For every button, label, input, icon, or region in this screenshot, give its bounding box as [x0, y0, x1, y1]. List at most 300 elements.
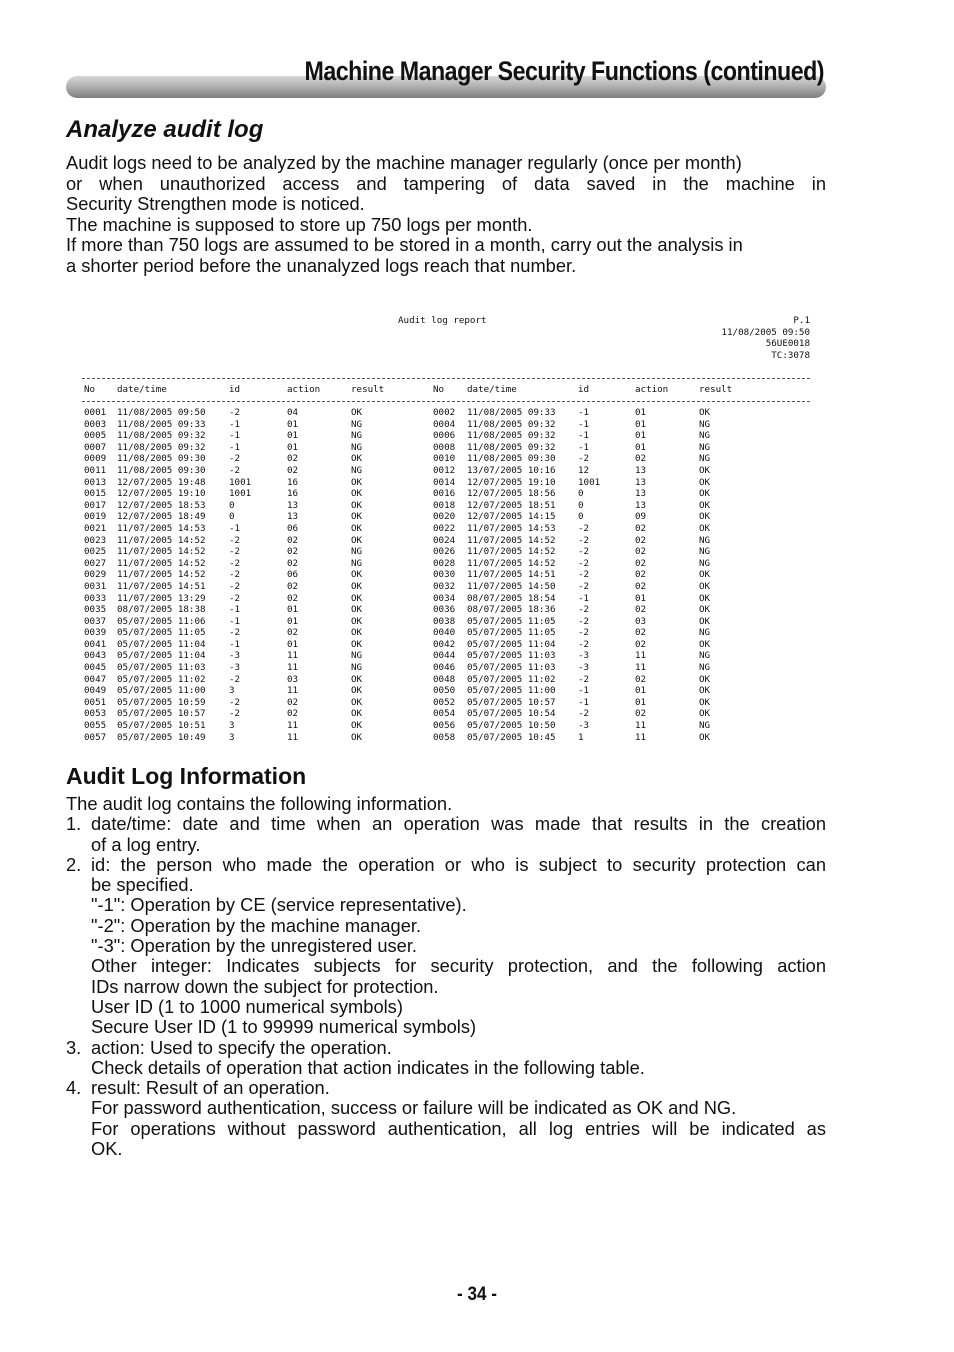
cell-id: -1	[229, 604, 241, 616]
cell-id: -1	[229, 522, 241, 534]
cell-action: 11	[635, 650, 647, 662]
cell-id: 0	[578, 511, 584, 523]
cell-id: 12	[578, 464, 590, 476]
list-text: action: Used to specify the operation.	[91, 1036, 392, 1058]
cell-result: NG	[699, 430, 711, 442]
cell-action: 01	[287, 430, 299, 442]
info-list	[66, 794, 826, 1159]
cell-no: 0043	[84, 650, 107, 662]
cell-action: 11	[635, 662, 647, 674]
col-header-id: id	[229, 384, 241, 395]
cell-datetime: 05/07/2005 10:50	[467, 720, 556, 732]
cell-result: NG	[699, 557, 711, 569]
cell-datetime: 11/08/2005 09:30	[117, 453, 206, 465]
page-title: Machine Manager Security Functions (continued)	[304, 56, 824, 86]
cell-id: -1	[229, 615, 241, 627]
info-heading: Audit Log Information	[66, 763, 307, 789]
cell-id: -1	[578, 407, 590, 418]
cell-result: OK	[699, 488, 711, 500]
cell-id: 3	[229, 731, 235, 743]
page-number: - 34 -	[457, 1284, 497, 1305]
cell-result: OK	[699, 731, 711, 743]
cell-no: 0005	[84, 430, 107, 442]
cell-result: OK	[699, 511, 711, 523]
cell-no: 0041	[84, 638, 107, 650]
cell-no: 0036	[433, 604, 456, 616]
cell-no: 0015	[84, 488, 107, 500]
cell-result: OK	[351, 580, 363, 592]
cell-id: -1	[578, 696, 590, 708]
cell-datetime: 11/08/2005 09:30	[467, 453, 556, 465]
cell-datetime: 11/07/2005 14:52	[117, 569, 206, 581]
table-row	[82, 662, 812, 674]
cell-result: OK	[699, 685, 711, 697]
cell-result: NG	[351, 430, 363, 442]
cell-datetime: 12/07/2005 18:49	[117, 511, 206, 523]
cell-no: 0024	[433, 534, 456, 546]
cell-result: OK	[699, 522, 711, 534]
cell-no: 0051	[84, 696, 107, 708]
cell-id: -2	[229, 464, 241, 476]
cell-datetime: 11/08/2005 09:33	[467, 407, 556, 418]
cell-result: OK	[351, 592, 363, 604]
cell-id: -1	[229, 441, 241, 453]
cell-no: 0037	[84, 615, 107, 627]
cell-no: 0035	[84, 604, 107, 616]
cell-no: 0014	[433, 476, 456, 488]
table-row	[82, 697, 812, 709]
cell-action: 01	[635, 696, 647, 708]
cell-no: 0044	[433, 650, 456, 662]
cell-datetime: 11/07/2005 14:52	[467, 534, 556, 546]
cell-action: 02	[287, 708, 299, 720]
cell-id: -2	[578, 615, 590, 627]
cell-no: 0010	[433, 453, 456, 465]
cell-no: 0048	[433, 673, 456, 685]
col-header-id: id	[578, 384, 590, 395]
cell-no: 0052	[433, 696, 456, 708]
list-text: date/time: date and time when an operation was made that results in the creation	[91, 813, 826, 835]
cell-datetime: 11/08/2005 09:32	[117, 441, 206, 453]
cell-no: 0009	[84, 453, 107, 465]
cell-result: OK	[351, 627, 363, 639]
cell-result: OK	[351, 499, 363, 511]
list-text: "-3": Operation by the unregistered user.	[91, 935, 417, 957]
analyze-line: The machine is supposed to store up 750 logs per month.	[66, 213, 533, 235]
list-number: 3.	[66, 1036, 82, 1058]
cell-id: -2	[229, 557, 241, 569]
col-header-no: No	[433, 384, 445, 395]
cell-action: 13	[287, 511, 299, 523]
cell-result: NG	[699, 720, 711, 732]
cell-no: 0025	[84, 546, 107, 558]
cell-result: OK	[699, 604, 711, 616]
cell-id: -2	[229, 407, 241, 418]
cell-no: 0056	[433, 720, 456, 732]
cell-no: 0053	[84, 708, 107, 720]
cell-datetime: 05/07/2005 11:03	[117, 662, 206, 674]
cell-id: -1	[578, 441, 590, 453]
cell-action: 06	[287, 522, 299, 534]
cell-id: -1	[229, 418, 241, 430]
cell-action: 02	[635, 604, 647, 616]
table-row	[82, 732, 812, 744]
cell-no: 0040	[433, 627, 456, 639]
report-header-row	[82, 384, 812, 396]
cell-datetime: 05/07/2005 10:54	[467, 708, 556, 720]
cell-datetime: 11/08/2005 09:33	[117, 418, 206, 430]
cell-id: -2	[229, 453, 241, 465]
cell-datetime: 11/07/2005 14:53	[467, 522, 556, 534]
cell-result: NG	[351, 662, 363, 674]
cell-id: -2	[578, 673, 590, 685]
cell-no: 0028	[433, 557, 456, 569]
cell-datetime: 12/07/2005 18:51	[467, 499, 556, 511]
cell-action: 02	[287, 557, 299, 569]
analyze-line: a shorter period before the unanalyzed logs reach that number.	[66, 254, 577, 276]
cell-result: OK	[351, 522, 363, 534]
cell-datetime: 05/07/2005 11:04	[117, 638, 206, 650]
cell-datetime: 11/07/2005 13:29	[117, 592, 206, 604]
cell-datetime: 05/07/2005 11:02	[117, 673, 206, 685]
cell-result: OK	[699, 638, 711, 650]
table-row	[82, 500, 812, 512]
cell-datetime: 11/08/2005 09:50	[117, 407, 206, 418]
table-row	[82, 511, 812, 523]
list-number: 1.	[66, 813, 82, 835]
cell-result: OK	[699, 673, 711, 685]
cell-datetime: 05/07/2005 11:04	[467, 638, 556, 650]
cell-result: OK	[351, 511, 363, 523]
cell-no: 0019	[84, 511, 107, 523]
cell-datetime: 08/07/2005 18:36	[467, 604, 556, 616]
cell-datetime: 05/07/2005 11:00	[467, 685, 556, 697]
cell-action: 01	[635, 407, 647, 418]
cell-result: NG	[699, 662, 711, 674]
cell-action: 13	[635, 499, 647, 511]
cell-action: 02	[287, 627, 299, 639]
cell-result: OK	[699, 615, 711, 627]
cell-id: 1001	[578, 476, 601, 488]
cell-result: OK	[699, 499, 711, 511]
table-row	[82, 546, 812, 558]
cell-action: 02	[287, 580, 299, 592]
list-text: IDs narrow down the subject for protection.	[91, 975, 439, 997]
cell-action: 01	[287, 615, 299, 627]
cell-id: -2	[229, 696, 241, 708]
cell-id: -1	[229, 638, 241, 650]
info-intro: The audit log contains the following information.	[66, 793, 453, 814]
list-text: "-1": Operation by CE (service representative).	[91, 894, 467, 916]
cell-id: -2	[578, 569, 590, 581]
cell-no: 0049	[84, 685, 107, 697]
cell-id: -2	[578, 638, 590, 650]
cell-no: 0055	[84, 720, 107, 732]
cell-id: -2	[229, 534, 241, 546]
cell-action: 09	[635, 511, 647, 523]
cell-action: 16	[287, 476, 299, 488]
cell-action: 02	[287, 696, 299, 708]
cell-action: 02	[635, 627, 647, 639]
cell-action: 02	[635, 557, 647, 569]
list-text: Check details of operation that action indicates in the following table.	[91, 1056, 645, 1078]
cell-action: 02	[287, 453, 299, 465]
analyze-paragraph	[66, 153, 826, 276]
cell-action: 04	[287, 407, 299, 418]
cell-no: 0031	[84, 580, 107, 592]
cell-datetime: 05/07/2005 10:45	[467, 731, 556, 743]
cell-action: 13	[287, 499, 299, 511]
cell-no: 0020	[433, 511, 456, 523]
cell-result: NG	[351, 546, 363, 558]
cell-result: OK	[351, 488, 363, 500]
cell-action: 13	[635, 488, 647, 500]
cell-id: -2	[578, 534, 590, 546]
cell-result: OK	[699, 476, 711, 488]
cell-datetime: 12/07/2005 19:48	[117, 476, 206, 488]
cell-action: 02	[635, 708, 647, 720]
cell-id: 1001	[229, 488, 252, 500]
cell-result: OK	[351, 604, 363, 616]
cell-no: 0033	[84, 592, 107, 604]
analyze-line: Security Strengthen mode is noticed.	[66, 193, 365, 214]
cell-result: OK	[699, 708, 711, 720]
cell-datetime: 11/07/2005 14:52	[117, 546, 206, 558]
cell-result: OK	[351, 708, 363, 720]
audit-log-report	[82, 312, 812, 748]
cell-datetime: 05/07/2005 10:59	[117, 696, 206, 708]
cell-no: 0027	[84, 557, 107, 569]
cell-datetime: 11/08/2005 09:30	[117, 464, 206, 476]
list-text: For operations without password authentication, all log entries will be indicated as	[91, 1117, 826, 1139]
cell-datetime: 12/07/2005 18:56	[467, 488, 556, 500]
cell-action: 11	[287, 731, 299, 743]
cell-no: 0007	[84, 441, 107, 453]
cell-no: 0038	[433, 615, 456, 627]
cell-datetime: 11/07/2005 14:52	[467, 557, 556, 569]
cell-result: OK	[351, 476, 363, 488]
cell-no: 0050	[433, 685, 456, 697]
table-row	[82, 685, 812, 697]
table-row	[82, 708, 812, 720]
cell-result: OK	[699, 407, 711, 418]
cell-action: 02	[287, 464, 299, 476]
cell-datetime: 12/07/2005 14:15	[467, 511, 556, 523]
cell-result: NG	[351, 441, 363, 453]
cell-no: 0047	[84, 673, 107, 685]
cell-no: 0026	[433, 546, 456, 558]
cell-result: OK	[699, 592, 711, 604]
col-header-no: No	[84, 384, 96, 395]
cell-id: -1	[578, 430, 590, 442]
cell-action: 01	[287, 638, 299, 650]
report-tc: TC:3078	[771, 349, 810, 361]
col-header-datetime: date/time	[117, 384, 167, 395]
cell-action: 03	[635, 615, 647, 627]
cell-datetime: 05/07/2005 10:57	[467, 696, 556, 708]
cell-action: 01	[635, 430, 647, 442]
cell-id: -2	[578, 580, 590, 592]
cell-id: -3	[578, 720, 590, 732]
cell-no: 0032	[433, 580, 456, 592]
cell-id: -2	[229, 569, 241, 581]
cell-id: -1	[578, 592, 590, 604]
cell-no: 0004	[433, 418, 456, 430]
list-text: OK.	[91, 1138, 123, 1160]
cell-no: 0013	[84, 476, 107, 488]
cell-result: OK	[699, 696, 711, 708]
cell-datetime: 11/07/2005 14:52	[467, 546, 556, 558]
cell-no: 0001	[84, 407, 107, 418]
cell-action: 01	[635, 685, 647, 697]
cell-action: 02	[635, 673, 647, 685]
cell-action: 02	[635, 522, 647, 534]
cell-result: NG	[699, 534, 711, 546]
cell-result: NG	[699, 418, 711, 430]
col-header-action: action	[287, 384, 321, 395]
report-datetime: 11/08/2005 09:50	[721, 326, 810, 338]
table-row	[82, 581, 812, 593]
cell-no: 0057	[84, 731, 107, 743]
cell-result: NG	[351, 464, 363, 476]
list-number: 2.	[66, 853, 82, 875]
cell-action: 13	[635, 464, 647, 476]
cell-result: NG	[351, 650, 363, 662]
cell-result: NG	[699, 441, 711, 453]
cell-result: NG	[351, 557, 363, 569]
cell-result: OK	[351, 638, 363, 650]
table-row	[82, 488, 812, 500]
cell-result: OK	[351, 731, 363, 743]
cell-datetime: 11/08/2005 09:32	[117, 430, 206, 442]
cell-result: OK	[351, 673, 363, 685]
cell-datetime: 12/07/2005 19:10	[467, 476, 556, 488]
cell-action: 02	[287, 534, 299, 546]
cell-datetime: 11/07/2005 14:53	[117, 522, 206, 534]
cell-id: -3	[578, 662, 590, 674]
list-text: of a log entry.	[91, 833, 201, 855]
cell-action: 02	[635, 569, 647, 581]
cell-action: 01	[635, 441, 647, 453]
col-header-datetime: date/time	[467, 384, 517, 395]
cell-action: 01	[635, 592, 647, 604]
cell-datetime: 11/08/2005 09:32	[467, 430, 556, 442]
cell-datetime: 11/07/2005 14:51	[467, 569, 556, 581]
col-header-result: result	[351, 384, 385, 395]
cell-no: 0003	[84, 418, 107, 430]
table-row	[82, 616, 812, 628]
cell-datetime: 11/07/2005 14:52	[117, 557, 206, 569]
cell-datetime: 05/07/2005 10:57	[117, 708, 206, 720]
cell-id: 3	[229, 685, 235, 697]
cell-no: 0039	[84, 627, 107, 639]
header-banner	[66, 52, 826, 98]
list-text: id: the person who made the operation or who is subject to security protection can	[91, 853, 826, 875]
cell-id: -2	[578, 604, 590, 616]
list-text: For password authentication, success or failure will be indicated as OK and NG.	[91, 1097, 737, 1119]
cell-result: NG	[699, 627, 711, 639]
table-row	[82, 720, 812, 732]
list-text: Secure User ID (1 to 99999 numerical symbols)	[91, 1016, 477, 1038]
cell-id: 0	[578, 499, 584, 511]
cell-id: -1	[578, 418, 590, 430]
report-page: P.1	[793, 315, 810, 326]
cell-no: 0042	[433, 638, 456, 650]
cell-datetime: 12/07/2005 19:10	[117, 488, 206, 500]
cell-no: 0017	[84, 499, 107, 511]
cell-id: 0	[229, 499, 235, 511]
cell-id: -3	[229, 650, 241, 662]
cell-result: OK	[351, 615, 363, 627]
report-divider	[82, 401, 810, 402]
cell-id: -2	[229, 546, 241, 558]
cell-datetime: 11/07/2005 14:51	[117, 580, 206, 592]
cell-id: 0	[229, 511, 235, 523]
cell-datetime: 05/07/2005 10:51	[117, 720, 206, 732]
cell-result: OK	[351, 685, 363, 697]
cell-action: 11	[287, 720, 299, 732]
cell-no: 0008	[433, 441, 456, 453]
cell-id: -2	[578, 522, 590, 534]
cell-result: OK	[351, 534, 363, 546]
cell-no: 0030	[433, 569, 456, 581]
cell-result: NG	[351, 418, 363, 430]
report-rows	[82, 407, 812, 743]
cell-result: NG	[699, 650, 711, 662]
cell-datetime: 11/07/2005 14:52	[117, 534, 206, 546]
table-row	[82, 465, 812, 477]
cell-datetime: 08/07/2005 18:38	[117, 604, 206, 616]
list-item	[66, 814, 826, 834]
cell-id: -2	[578, 546, 590, 558]
cell-id: -1	[578, 685, 590, 697]
cell-datetime: 05/07/2005 11:03	[467, 650, 556, 662]
list-number: 4.	[66, 1077, 82, 1099]
table-row	[82, 604, 812, 616]
cell-result: NG	[699, 546, 711, 558]
cell-id: -2	[229, 708, 241, 720]
report-title: Audit log report	[398, 315, 487, 326]
cell-no: 0012	[433, 464, 456, 476]
cell-id: -2	[229, 592, 241, 604]
cell-no: 0011	[84, 464, 107, 476]
cell-id: -2	[578, 627, 590, 639]
cell-datetime: 05/07/2005 11:00	[117, 685, 206, 697]
cell-no: 0016	[433, 488, 456, 500]
analyze-line: Audit logs need to be analyzed by the machine manager regularly (once per month)	[66, 152, 742, 173]
cell-action: 06	[287, 569, 299, 581]
report-meta	[721, 315, 810, 361]
col-header-action: action	[635, 384, 669, 395]
cell-action: 02	[287, 592, 299, 604]
cell-action: 01	[287, 604, 299, 616]
cell-action: 11	[635, 731, 647, 743]
table-row	[82, 674, 812, 686]
table-row	[82, 627, 812, 639]
cell-action: 02	[635, 453, 647, 465]
cell-action: 02	[635, 580, 647, 592]
list-item	[66, 855, 826, 875]
list-item	[66, 1038, 826, 1058]
cell-id: -2	[229, 673, 241, 685]
cell-id: -2	[229, 580, 241, 592]
cell-action: 13	[635, 476, 647, 488]
analyze-heading: Analyze audit log	[66, 116, 264, 143]
table-row	[82, 593, 812, 605]
cell-id: -3	[229, 662, 241, 674]
cell-id: -2	[578, 453, 590, 465]
cell-result: OK	[351, 569, 363, 581]
